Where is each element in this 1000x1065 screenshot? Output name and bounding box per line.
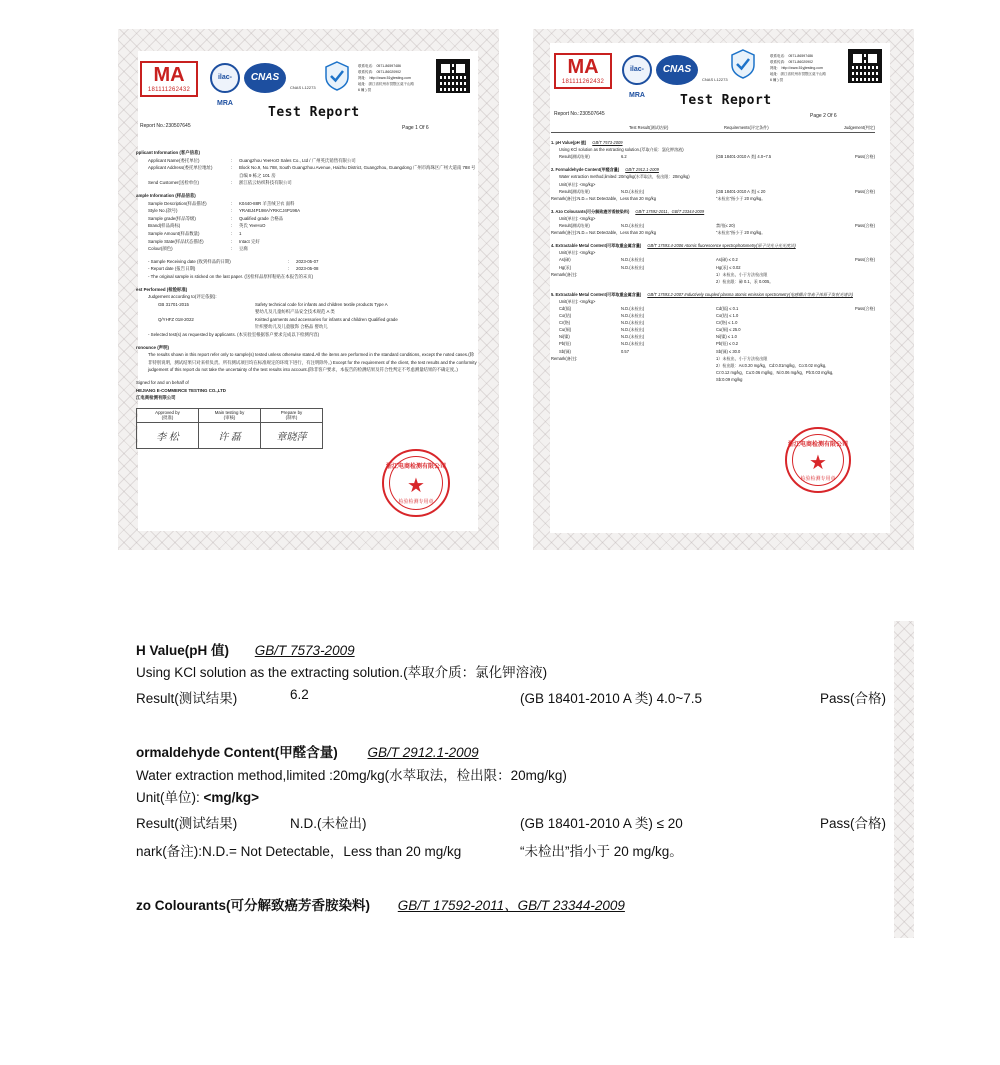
contact-website: 网址： http://www.51yjtesting.com — [770, 66, 823, 70]
contact-address-2: 6 幢 ) 拱 — [358, 88, 372, 92]
section-heading — [551, 208, 875, 215]
result-requirement: Pb(铅) ≤ 0.2 — [716, 341, 739, 347]
contact-block — [358, 63, 430, 93]
applicant-row-value: Guangzhou YeeHoO Sales Co., Ltd / 广州英氏销售有限公司 — [239, 157, 356, 163]
result-requirement: Cr(铬) ≤ 1.0 — [716, 320, 738, 326]
remark-row — [551, 362, 875, 369]
sample-row-label: Sample grade(样品等级) — [148, 215, 196, 221]
remark-label — [551, 376, 716, 383]
result-judgement: Pass(合格) — [854, 154, 875, 160]
result-row — [551, 188, 875, 195]
test-sections — [551, 139, 875, 383]
zoom-azo-heading: zo Colourants(可分解致癌芳香胺染料) GB/T 17592-2011、GB/T 23344-2009 — [136, 898, 625, 913]
contact-website: 网址： http://www.51yjtesting.com — [358, 76, 411, 80]
main-testing-header: Main testing by (审核) — [199, 408, 261, 422]
section-standard: GB/T 17592-2011、GB/T 23344-2009 — [635, 208, 705, 214]
remark-text: Cr:0.12 mg/kg，Cu:0.06 mg/kg，Ni:0.06 mg/kg，Pb:0.03 mg/kg, — [716, 369, 834, 375]
result-item: Cr(铬) — [559, 320, 571, 326]
section-line: Unit(单位): <mg/kg> — [559, 250, 596, 256]
section-title: 2. Formaldehyde Content(甲醛含量) — [551, 167, 620, 173]
zoomed-sheet — [118, 621, 894, 938]
result-row — [551, 319, 875, 326]
result-item: Sb(锑) — [559, 348, 571, 354]
sample-row: Sample Description(样品描述) : K0440-88R 羊羔绒卫衣 面料 — [136, 200, 478, 208]
sample-row-label: Sample Description(样品描述) — [148, 200, 207, 206]
result-item: Result(测试结果) — [559, 188, 590, 194]
col-judgement: Judgement(判定) — [843, 125, 875, 130]
zoom-formaldehyde-unit: Unit(单位): <mg/kg> — [136, 790, 260, 805]
sample-row: Sample grade(样品等级) : Qualified grade 合格品 — [136, 215, 478, 223]
remark-label — [551, 369, 716, 376]
report-page-1 — [118, 29, 499, 550]
zoom-ph-heading: H Value(pH 值) GB/T 7573-2009 — [136, 643, 355, 658]
sample-row-label: Style No.(款号) — [148, 208, 178, 214]
sample-row: Style No.(款号) : YRABJ4P198A/YRKCJ4P198A — [136, 207, 478, 215]
remark-row — [551, 271, 875, 278]
remark-text: “未检出”指小于 20 mg/kg。 — [716, 230, 766, 236]
remark-row — [551, 195, 875, 202]
result-value: N.D.(未检出) — [621, 341, 645, 347]
sample-row-value: Qualified grade 合格品 — [239, 215, 284, 221]
remark-label: Remark(备注): — [551, 355, 578, 361]
cma-logo: MA 181111262432 — [554, 53, 612, 89]
approved-by-header: Approved by (批准) — [137, 408, 199, 422]
sample-row: Sample Amount(样品数量) : 1 — [136, 230, 478, 238]
result-row — [551, 340, 875, 347]
page-1-content — [136, 144, 478, 449]
contact-address: 地址：浙江省杭州市拱墅区莫干山路 — [770, 72, 826, 76]
contact-phone: 联系电话： 0571-86597486 — [358, 64, 401, 68]
standard-row — [136, 316, 478, 331]
performed-heading: est Performed (检验标准) — [136, 286, 188, 292]
section-standard: GB/T 7573-2009 — [592, 140, 623, 146]
result-item: Result(测试结果) — [559, 223, 590, 229]
page-number: Page 2 Of 6 — [810, 113, 837, 119]
date-rows — [136, 258, 478, 273]
contact-address: 地址：浙江省杭州市拱墅区莫干山路 — [358, 82, 414, 86]
sample-rows — [136, 200, 478, 253]
result-judgement — [826, 333, 875, 340]
signature-table — [136, 408, 323, 449]
result-requirement: Cd(镉) ≤ 0.1 — [716, 305, 739, 311]
seal-arc-text: 浙江电商检测有限公司 — [385, 464, 446, 470]
result-item: Co(钴) — [559, 313, 572, 319]
official-seal — [785, 427, 851, 493]
result-row — [551, 305, 875, 312]
result-value: N.D.(未检出) — [621, 264, 645, 270]
cma-logo: MA 181111262432 — [140, 61, 198, 97]
zoom-formaldehyde-heading: ormaldehyde Content(甲醛含量) GB/T 2912.1-2009 — [136, 745, 479, 760]
result-judgement — [826, 264, 875, 271]
report-title: Test Report — [680, 93, 772, 108]
zoom-ph-standard: GB/T 7573-2009 — [254, 643, 355, 658]
zoom-ph-requirement: (GB 18401-2010 A 类) 4.0~7.5 — [520, 691, 702, 706]
applicant-row: Send Customer(送检单位) : 浙江依云纺织科技有限公司 — [136, 179, 478, 187]
seal-arc-text: 浙江电商检测有限公司 — [787, 442, 848, 448]
result-judgement: Pass(合格) — [854, 257, 875, 263]
qr-code — [436, 59, 470, 93]
section-title: 5. Extractable Metal Content(可萃取重金属含量) — [551, 291, 642, 297]
result-row — [551, 153, 875, 160]
remark-text: 2）检出限：砷 0.1，汞 0.005。 — [716, 278, 774, 284]
cma-code: 181111262432 — [561, 79, 605, 85]
result-requirement: Ni(镍) ≤ 1.0 — [716, 334, 737, 340]
result-row — [551, 264, 875, 271]
seal-star-icon: ★ — [809, 452, 827, 474]
result-judgement — [826, 340, 875, 347]
result-judgement — [826, 312, 875, 319]
standards-list — [136, 301, 478, 331]
prepare-by-header: Prepare by (制单) — [261, 408, 323, 422]
standard-code: GB 31701-2015 — [158, 301, 190, 307]
result-value: N.D.(未检出) — [621, 257, 645, 263]
sample-row-value: 豆腐 — [239, 246, 248, 252]
report-number: Report No.:230507645 — [140, 123, 191, 129]
section-heading — [551, 242, 875, 249]
result-row — [551, 326, 875, 333]
section-line: Using KCl solution as the extracting solution.(萃取介质：氯化钾溶液) — [559, 147, 684, 153]
zoom-formaldehyde-requirement: (GB 18401-2010 A 类) ≤ 20 — [520, 816, 683, 831]
sample-row-value: Intact 完好 — [239, 238, 260, 244]
result-value: N.D.(未检出) — [621, 320, 645, 326]
seal-bottom-text: 检验检测专用章 — [398, 499, 434, 505]
seal-bottom-text: 检验检测专用章 — [800, 476, 836, 482]
section-line: Unit(单位): <mg/kg> — [559, 181, 596, 187]
date-row: - Report date (报告日期) : 2023-05-08 — [136, 265, 478, 273]
section-standard: GB/T 17593.2-2007 Inductively coupled plasma atomic emission spectrometry(电感耦合等离子体原子发射光谱法) — [647, 291, 853, 297]
result-requirement: (GB 18401-2010 A 类) 4.0~7.5 — [716, 154, 772, 160]
zoom-formaldehyde-result-value: N.D.(未检出) — [290, 816, 367, 831]
zoom-formaldehyde-standard: GB/T 2912.1-2009 — [367, 745, 479, 760]
remark-row — [551, 229, 875, 236]
signed-line: Signed for and on behalf of — [136, 380, 189, 386]
sticker-note: - The original sample is sticked on the last paper. (送检样品原样粘贴在本报告的末页) — [148, 273, 314, 279]
result-row — [551, 222, 875, 229]
seal-star-icon: ★ — [407, 475, 425, 497]
ilac-mra-logo: ilac-MRA — [622, 55, 652, 85]
standard-code: Q/YHFZ 018-2022 — [158, 316, 194, 322]
preparer-signature: 章晓萍 — [261, 422, 323, 448]
section-heading — [551, 166, 875, 173]
result-value: 6.2 — [621, 154, 627, 160]
pronounce-text: The results shown in this report refer only to sample(s) tested unless otherwise stated.All the items are performed in the standard conditions, except the noted cases.(除非特别说明，测试结果只对来样负责。所有测试项目均在标准规定的环境下进行，有注明除外。) Except for the requirement of the client, the test results and the conformity judgement of this report do not take the uncertainty of the test results into account.(除非客户要求，本报告的检测结果及符合性判定不考虑测量结果的不确定度。) — [148, 352, 477, 373]
remark-label — [551, 362, 716, 369]
contact-phone: 联系电话： 0571-86597486 — [770, 54, 813, 58]
zoom-formaldehyde-remark: nark(备注):N.D.= Not Detectable，Less than 20 mg/kg — [136, 844, 462, 859]
zoom-ph-judgement: Pass(合格) — [820, 691, 887, 706]
section-line: Unit(单位): <mg/kg> — [559, 215, 596, 221]
date-value: 2023-05-08 — [296, 266, 319, 272]
sample-row-value: K0440-88R 羊羔绒卫衣 面料 — [239, 200, 295, 206]
company-cn: 江电商检测有限公司 — [136, 395, 176, 401]
standard-description: Safety technical code for infants and children textile products Type A 婴幼儿及儿童纺织产品安全技术规范 A 类 — [255, 301, 388, 315]
contact-address-2: 6 幢 ) 拱 — [770, 78, 784, 82]
result-value: N.D.(未检出) — [621, 327, 645, 333]
sample-row-label: Brand(样品商标) — [148, 223, 181, 229]
section-standard: GB/T 17593.4-2006 Atomic fluorescence spectrophotometry(原子荧光分光光度法) — [647, 243, 796, 249]
cnas-logo: CNAS — [244, 63, 286, 93]
date-label: - Sample Receiving date (收到样品的日期) — [148, 258, 231, 264]
certified-check-icon — [324, 61, 350, 91]
zoom-formaldehyde-remark-cn: “未检出”指小于 20 mg/kg。 — [520, 844, 683, 859]
contact-fax: 联系传真： 0571-86020902 — [358, 70, 401, 74]
zoom-formaldehyde-result-label: Result(测试结果) — [136, 816, 238, 831]
date-row: - Sample Receiving date (收到样品的日期) : 2023-05-07 — [136, 258, 478, 266]
result-judgement: Pass(合格) — [854, 223, 875, 229]
result-requirement: As(砷) ≤ 0.2 — [716, 257, 738, 263]
applicant-row: Applicant Address(委托单位地址) : Block No.9, No.788, South Guangzhou Avenue, Haizhu District, Guangzhou, Guangdong 广州市海珠区广州大道南 788 号自编 9 栋之 101 房 — [136, 164, 478, 179]
result-judgement — [826, 348, 875, 355]
result-judgement — [826, 319, 875, 326]
applicant-row-value: Block No.9, No.788, South Guangzhou Avenue, Haizhu District, Guangzhou, Guangdong 广州市海珠区广州大道南 788 号自编 9 栋之 101 房 — [239, 165, 476, 178]
result-requirement: Sb(锑) ≤ 30.0 — [716, 348, 741, 354]
sample-heading: ample Information (样品信息) — [136, 192, 196, 198]
sample-row-value: YRABJ4P198A/YRKCJ4P198A — [239, 208, 301, 214]
sample-row: Colour(颜色) : 豆腐 — [136, 245, 478, 253]
result-value: N.D.(未检出) — [621, 305, 645, 311]
date-label: - Report date (报告日期) — [148, 266, 196, 272]
remark-text: 1）未检出，小于方法检出限 — [716, 355, 768, 361]
result-requirement: Cu(铜) ≤ 25.0 — [716, 327, 741, 333]
applicant-row-label: Applicant Name(委托单位) — [148, 157, 200, 163]
page-2-content — [551, 124, 875, 383]
tester-signature: 许 磊 — [199, 422, 261, 448]
remark-row — [551, 278, 875, 285]
remark-label: Remark(备注):N.D.= Not Detectable，Less than 20 mg/kg — [551, 195, 656, 201]
remark-label: Remark(备注): — [551, 271, 578, 277]
contact-fax: 联系传真： 0571-86020902 — [770, 60, 813, 64]
zoom-formaldehyde-judgement: Pass(合格) — [820, 816, 887, 831]
col-test-result: Test Result(测试结果) — [629, 125, 669, 130]
section-line: Water extraction method,limited :20mg/kg(水萃取法，检出限：20mg/kg) — [559, 174, 690, 180]
applicant-row-label: Applicant Address(委托单位地址) — [148, 165, 213, 171]
remark-text: “未检出”指小于 20 mg/kg。 — [716, 195, 766, 201]
zoom-ph-method: Using KCl solution as the extracting solution.(萃取介质：氯化钾溶液) — [136, 665, 548, 680]
result-requirement: Co(钴) ≤ 1.0 — [716, 313, 739, 319]
results-column-headers — [551, 124, 875, 131]
cnas-code: CNAS L12273 — [290, 85, 316, 90]
report-title: Test Report — [268, 105, 360, 120]
result-value: N.D.(未检出) — [621, 223, 645, 229]
remark-row — [551, 376, 875, 383]
result-value: N.D.(未检出) — [621, 188, 645, 194]
company-en: HEJIANG E-COMMERCE TESTING CO.,LTD — [136, 387, 226, 393]
result-row — [551, 256, 875, 263]
official-seal — [382, 449, 450, 517]
judgement-label: Judgement according to(评定依据): — [148, 294, 217, 300]
result-row — [551, 333, 875, 340]
result-requirement: (GB 18401-2010 A 类) ≤ 20 — [716, 188, 766, 194]
standard-row — [136, 301, 478, 316]
remark-label — [551, 278, 716, 285]
zoom-ph-result-value: 6.2 — [290, 687, 309, 702]
result-value: 0.57 — [621, 348, 629, 354]
ilac-mra-logo: ilac-MRA — [210, 63, 240, 93]
result-item: Result(测试结果) — [559, 154, 590, 160]
section-title: 4. Extractable Metal Content(可萃取重金属含量) — [551, 243, 642, 249]
result-requirement: 禁用(≤ 20) — [716, 223, 735, 229]
result-item: Hg(汞) — [559, 264, 572, 270]
sample-row-label: Sample Amount(样品数量) — [148, 230, 200, 236]
result-row — [551, 312, 875, 319]
result-item: Ni(镍) — [559, 334, 570, 340]
result-item: As(砷) — [559, 257, 571, 263]
applicant-heading: pplicant Information (客户信息) — [136, 150, 200, 155]
remark-text: 1）未检出，小于方法检出限 — [716, 271, 768, 277]
result-row — [551, 348, 875, 355]
report-number: Report No.:230507645 — [554, 111, 605, 117]
section-line: Unit(单位): <mg/kg> — [559, 298, 596, 304]
result-judgement — [826, 326, 875, 333]
applicant-row-label: Send Customer(送检单位) — [148, 180, 199, 186]
sample-row: Sample State(样品状态描述) : Intact 完好 — [136, 238, 478, 246]
date-value: 2023-05-07 — [296, 258, 319, 264]
result-value: N.D.(未检出) — [621, 313, 645, 319]
zoom-ph-result-label: Result(测试结果) — [136, 691, 238, 706]
result-judgement: Pass(合格) — [854, 188, 875, 194]
approver-signature: 李 松 — [137, 422, 199, 448]
contact-block — [770, 53, 842, 83]
result-item: Cd(镉) — [559, 305, 572, 311]
zoom-formaldehyde-method: Water extraction method,limited :20mg/kg(水萃取法，检出限：20mg/kg) — [136, 768, 567, 783]
result-item: Pb(铅) — [559, 341, 571, 347]
remark-label: Remark(备注):N.D.= Not Detectable，Less than 20 mg/kg — [551, 230, 656, 236]
cnas-logo: CNAS — [656, 55, 698, 85]
zoomed-detail — [118, 621, 914, 938]
section-heading — [551, 139, 875, 146]
cnas-code: CNAS L12273 — [702, 77, 728, 82]
applicant-row: Applicant Name(委托单位) : Guangzhou YeeHoO Sales Co., Ltd / 广州英氏销售有限公司 — [136, 157, 478, 165]
certified-check-icon — [730, 49, 756, 79]
remark-row — [551, 369, 875, 376]
section-heading — [551, 291, 875, 298]
result-item: Cu(铜) — [559, 327, 572, 333]
applicant-row-value: 浙江依云纺织科技有限公司 — [239, 180, 292, 186]
selected-note: - Selected test(s) as requested by applicants. (本实验室根据客户要求完成以下检测内容) — [148, 332, 320, 338]
applicant-rows — [136, 157, 478, 187]
sample-row-value: 1 — [239, 230, 242, 236]
section-title: 3. Azo Colourants(可分解致癌芳香胺染料) — [551, 208, 630, 214]
zoom-azo-standard: GB/T 17592-2011、GB/T 23344-2009 — [397, 898, 625, 913]
result-judgement: Pass(合格) — [854, 305, 875, 311]
result-value: N.D.(未检出) — [621, 334, 645, 340]
cma-code: 181111262432 — [147, 87, 191, 93]
qr-code — [848, 49, 882, 83]
report-page-2 — [533, 29, 914, 550]
sample-row-label: Sample State(样品状态描述) — [148, 238, 204, 244]
sample-row: Brand(样品商标) : 英氏 YeeHoO — [136, 222, 478, 230]
result-requirement: Hg(汞) ≤ 0.02 — [716, 264, 741, 270]
section-title: 1. pH Value(pH 值) — [551, 140, 587, 146]
section-standard: GB/T 2912.1-2009 — [625, 167, 659, 173]
remark-text: Sb:0.09 mg/kg — [716, 376, 743, 382]
page-number: Page 1 Of 6 — [402, 125, 429, 131]
remark-text: 2）检出限：As:0.20 mg/kg，Cd:0.01mg/kg，Co:0.02 mg/kg, — [716, 362, 827, 368]
sample-row-value: 英氏 YeeHoO — [239, 223, 266, 229]
col-requirements: Requirements(评定条件) — [724, 125, 769, 130]
sample-row-label: Colour(颜色) — [148, 246, 173, 252]
remark-row — [551, 355, 875, 362]
pronounce-heading: ronounce (声明) — [136, 344, 169, 350]
standard-description: Knitted garments and accessories for infants and children Qualified grade 针织婴幼儿及儿童服饰 合格品 婴幼儿 — [255, 316, 398, 330]
